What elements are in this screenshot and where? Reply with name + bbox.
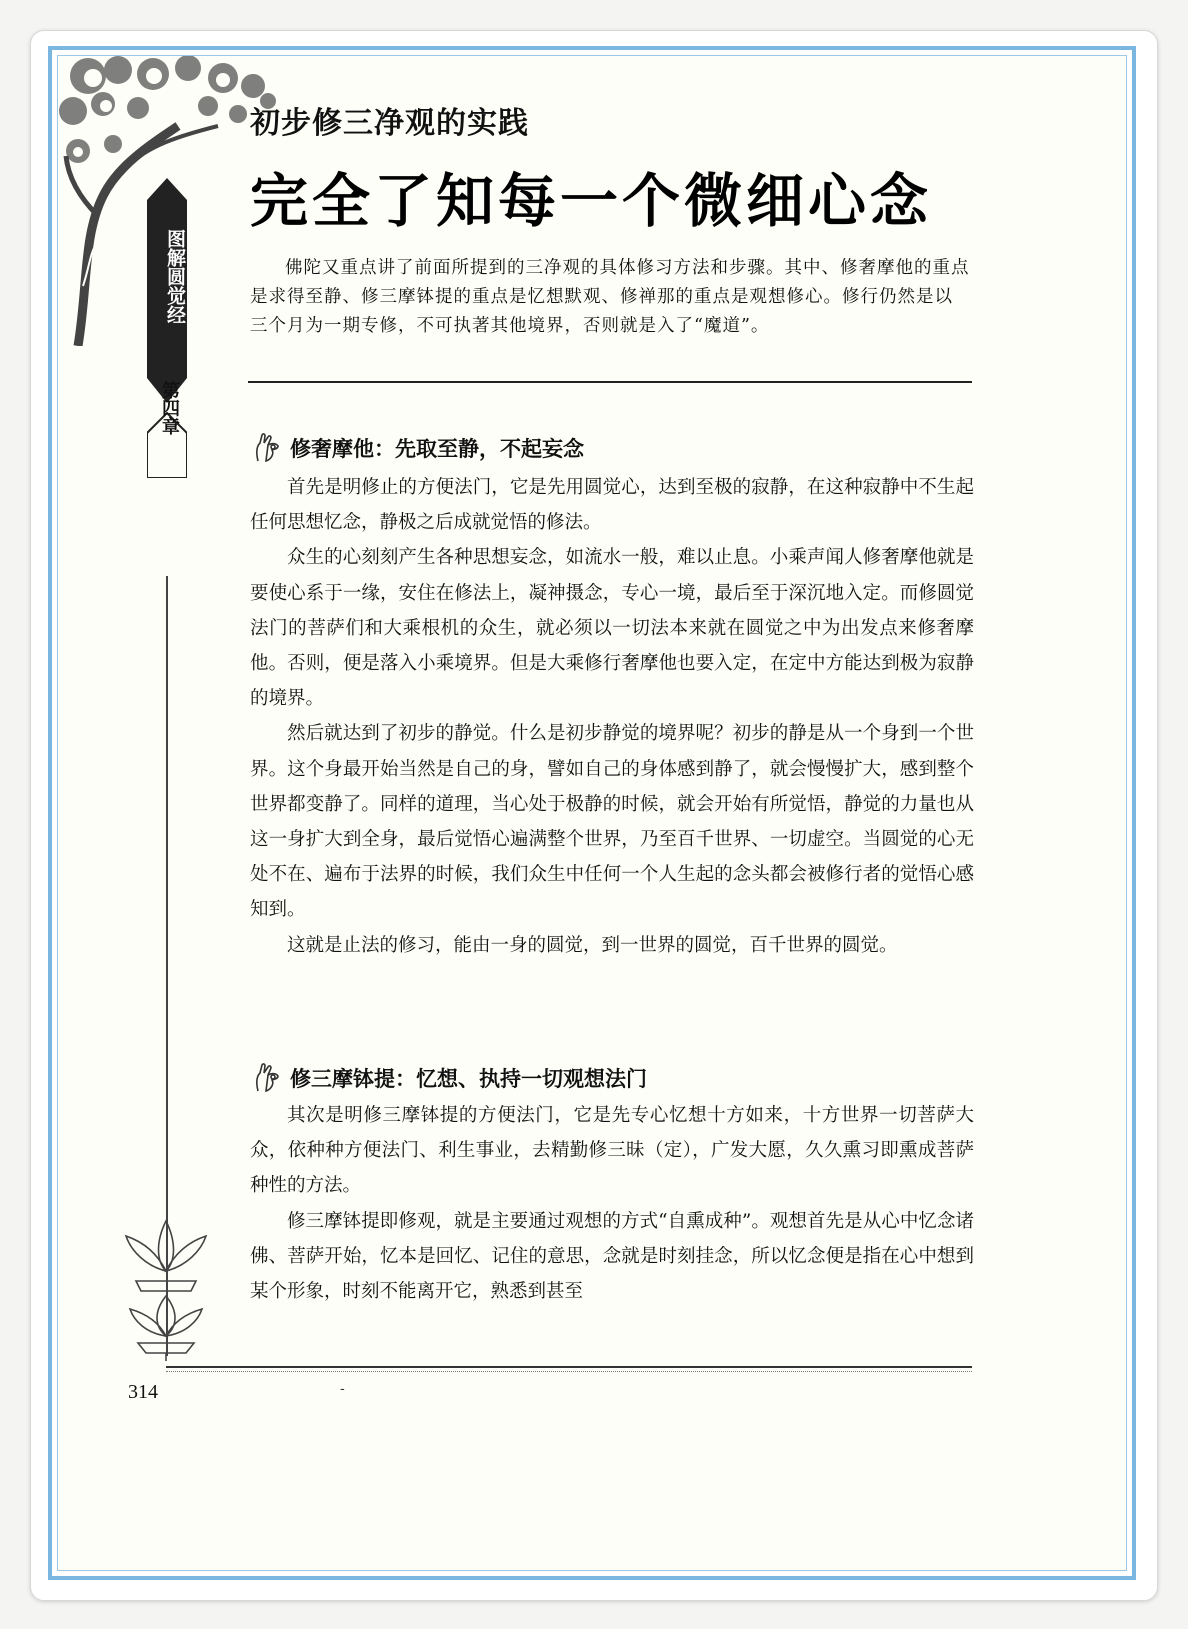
mudra-hand-icon xyxy=(250,1061,284,1095)
section-heading-1 xyxy=(250,431,584,465)
book-page xyxy=(57,55,1127,1571)
chapter-label: 第四章 xyxy=(159,381,180,435)
page-title: 完全了知每一个微细心念 xyxy=(250,167,933,235)
section-2-paragraph: 其次是明修三摩钵提的方便法门，它是先专心忆想十方如来，十方世界一切菩萨大众，依种种方便法门、利生事业，去精勤修三昧（定），广发大愿，久久熏习即熏成菩萨种性的方法。 xyxy=(250,1105,974,1197)
footer-rule xyxy=(166,1366,972,1372)
footer-mark: - xyxy=(340,1381,345,1397)
mudra-hand-icon xyxy=(250,431,284,465)
lotus-ornament-icon xyxy=(116,1211,216,1361)
section-1-paragraph: 首先是明修止的方便法门，它是先用圆觉心，达到至极的寂静，在这种寂静中不生起任何思想忆念，静极之后成就觉悟的修法。 xyxy=(250,477,974,534)
section-heading-2 xyxy=(250,1061,647,1095)
intro-paragraph: 佛陀又重点讲了前面所提到的三净观的具体修习方法和步骤。其中、修奢摩他的重点是求得至静、修三摩钵提的重点是忆想默观、修禅那的重点是观想修心。修行仍然是以三个月为一期专修，不可执著其他境界，否则就是入了“魔道”。 xyxy=(250,258,970,336)
section-1-paragraph: 众生的心刻刻产生各种思想妄念，如流水一般，难以止息。小乘声闻人修奢摩他就是要使心系于一缘，安住在修法上，凝神摄念，专心一境，最后至于深沉地入定。而修圆觉法门的菩萨们和大乘根机的众生，就必须以一切法本来就在圆觉之中为出发点来修奢摩他。否则，便是落入小乘境界。但是大乘修行奢摩他也要入定，在定中方能达到极为寂静的境界。 xyxy=(250,547,974,710)
page-number: 314 xyxy=(128,1381,158,1403)
divider-rule xyxy=(248,381,972,383)
section-2-paragraph: 修三摩钵提即修观，就是主要通过观想的方式“自熏成种”。观想首先是从心中忆念诸佛、菩萨开始，忆本是回忆、记住的意思，念就是时刻挂念，所以忆念便是指在心中想到某个形象，时刻不能离开它，熟悉到甚至 xyxy=(250,1210,974,1303)
page-subtitle: 初步修三净观的实践 xyxy=(250,106,529,141)
section-1-paragraph: 这就是止法的修习，能由一身的圆觉，到一世界的圆觉，百千世界的圆觉。 xyxy=(287,934,898,956)
section-1-paragraph: 然后就达到了初步的静觉。什么是初步静觉的境界呢？初步的静是从一个身到一个世界。这个身最开始当然是自己的身，譬如自己的身体感到静了，就会慢慢扩大，感到整个世界都变静了。同样的道理，当心处于极静的时候，就会开始有所觉悟，静觉的力量也从这一身扩大到全身，最后觉悟心遍满整个世界，乃至百千世界、一切虚空。当圆觉的心无处不在、遍布于法界的时候，我们众生中任何一个人生起的念头都会被修行者的觉悟心感知到。 xyxy=(250,723,974,921)
section-heading-1-text: 修奢摩他：先取至静，不起妄念 xyxy=(290,437,584,461)
spine-book-label: 图解圆觉经 xyxy=(164,228,186,324)
section-2-body xyxy=(250,1098,974,1309)
section-1-body xyxy=(250,470,974,963)
section-heading-2-text: 修三摩钵提：忆想、执持一切观想法门 xyxy=(290,1067,647,1091)
